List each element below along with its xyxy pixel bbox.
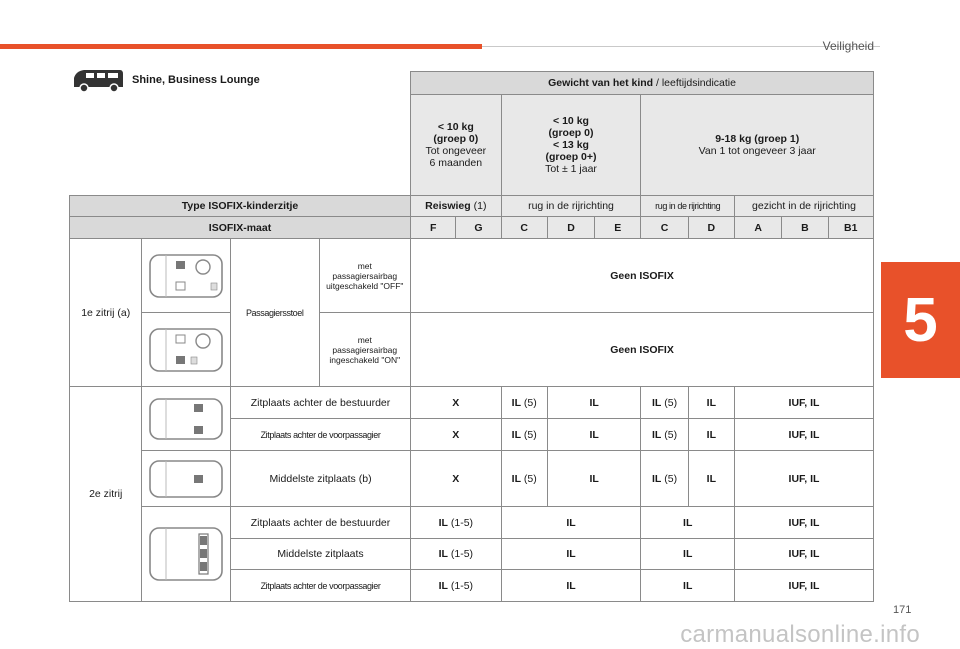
geen-isofix-off: Geen ISOFIX [411, 239, 874, 313]
value-cell: IUF, IL [734, 570, 873, 602]
passenger-seat-label: Passagiersstoel [230, 239, 319, 387]
airbag-off-cell: met passagiersairbag uitgeschakeld "OFF" [319, 239, 411, 313]
value-cell: IL (5) [501, 387, 547, 419]
seat-label: Zitplaats achter de voorpassagier [230, 570, 410, 602]
value-cell: IL [641, 507, 735, 539]
value-cell: IUF, IL [734, 539, 873, 570]
airbag-on-cell: met passagiersairbag ingeschakeld "ON" [319, 313, 411, 387]
geen-isofix-on: Geen ISOFIX [411, 313, 874, 387]
value-cell: IL [547, 451, 641, 507]
isofix-table [69, 71, 874, 602]
size-cell: C [641, 217, 688, 239]
value-cell: IL (5) [641, 419, 688, 451]
size-cell: G [456, 217, 501, 239]
second-row-diagram-outer [142, 387, 231, 451]
value-cell: X [411, 419, 502, 451]
value-cell: IL [501, 539, 641, 570]
value-cell: IL [641, 539, 735, 570]
value-cell: IL [501, 570, 641, 602]
weight-header: Gewicht van het kind / leeftijdsindicatie [411, 72, 874, 95]
type-rug-2: rug in de rijrichting [641, 196, 735, 217]
group0plus-cell: < 10 kg (groep 0) < 13 kg (groep 0+) Tot ± 1 jaar [501, 95, 641, 196]
van-icon [70, 67, 126, 93]
size-cell: C [501, 217, 547, 239]
value-cell: IUF, IL [734, 507, 873, 539]
model-label: Shine, Business Lounge [132, 74, 260, 86]
type-gezicht: gezicht in de rijrichting [734, 196, 873, 217]
value-cell: IL (5) [501, 451, 547, 507]
seat-label: Middelste zitplaats [230, 539, 410, 570]
value-cell: IL (5) [501, 419, 547, 451]
value-cell: IL [501, 507, 641, 539]
type-rug-1: rug in de rijrichting [501, 196, 641, 217]
value-cell: IL [688, 451, 734, 507]
value-cell: IL [641, 570, 735, 602]
group0-cell: < 10 kg (groep 0) Tot ongeveer 6 maanden [411, 95, 502, 196]
value-cell: IL [688, 387, 734, 419]
row-label-first: 1e zitrij (a) [70, 239, 142, 387]
front-seat-diagram-on [142, 313, 231, 387]
value-cell: IL (1-5) [411, 539, 502, 570]
size-cell: B [782, 217, 828, 239]
page-number: 171 [893, 604, 912, 616]
value-cell: IL [547, 387, 641, 419]
seat-label: Middelste zitplaats (b) [230, 451, 410, 507]
value-cell: X [411, 387, 502, 419]
value-cell: IUF, IL [734, 419, 873, 451]
value-cell: IUF, IL [734, 451, 873, 507]
value-cell: IL (1-5) [411, 507, 502, 539]
size-cell: D [688, 217, 734, 239]
size-cell: B1 [828, 217, 873, 239]
value-cell: IL [547, 419, 641, 451]
model-line [70, 67, 260, 93]
value-cell: IL (5) [641, 387, 688, 419]
group1-cell: 9-18 kg (groep 1) Van 1 tot ongeveer 3 jaar [641, 95, 874, 196]
chapter-tab: 5 [881, 262, 960, 378]
second-row-diagram-middle [142, 451, 231, 507]
size-cell: F [411, 217, 456, 239]
seat-label: Zitplaats achter de voorpassagier [230, 419, 410, 451]
value-cell: IL [688, 419, 734, 451]
orange-header-bar [0, 44, 482, 49]
size-label: ISOFIX-maat [70, 217, 411, 239]
value-cell: IUF, IL [734, 387, 873, 419]
section-title: Veiligheid [822, 39, 874, 53]
type-reiswieg: Reiswieg (1) [411, 196, 502, 217]
value-cell: IL (5) [641, 451, 688, 507]
size-cell: D [547, 217, 594, 239]
watermark: carmanualsonline.info [680, 621, 920, 648]
type-label: Type ISOFIX-kinderzitje [70, 196, 411, 217]
row-label-second: 2e zitrij [70, 387, 142, 602]
second-row-diagram-bench [142, 507, 231, 602]
front-seat-diagram-off [142, 239, 231, 313]
value-cell: IL (1-5) [411, 570, 502, 602]
value-cell: X [411, 451, 502, 507]
size-cell: E [595, 217, 641, 239]
seat-label: Zitplaats achter de bestuurder [230, 507, 410, 539]
header-divider [482, 46, 880, 47]
seat-label: Zitplaats achter de bestuurder [230, 387, 410, 419]
size-cell: A [734, 217, 781, 239]
